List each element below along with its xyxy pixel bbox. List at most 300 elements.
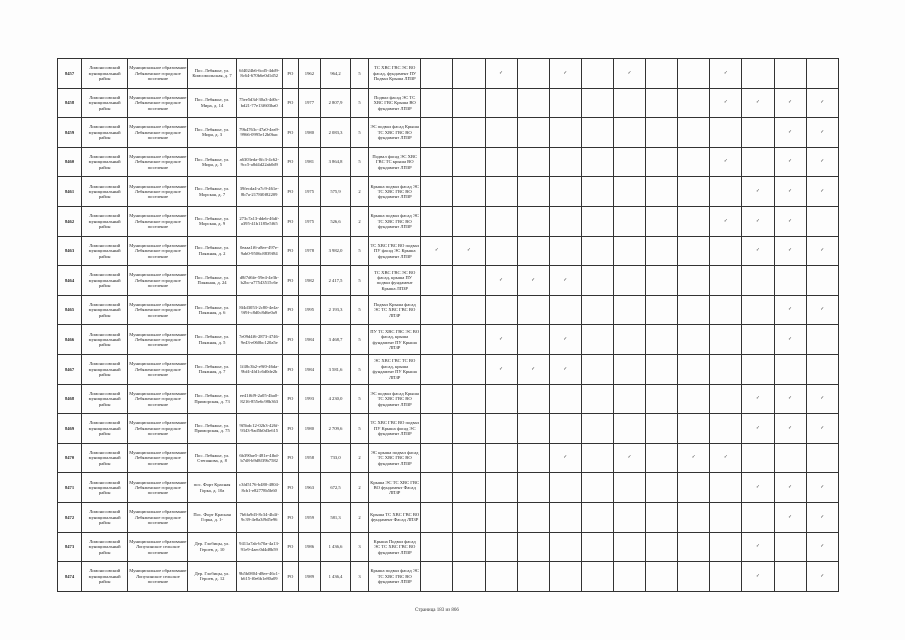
cell-check-7 (613, 532, 645, 562)
cell-address: Пос. Лебяжье, ул. Морская, д. 7 (188, 177, 236, 207)
cell-check-2 (453, 562, 485, 592)
cell-address: Дер. Глобицы, ул. Героев, д. 12 (188, 562, 236, 592)
cell-check-13 (806, 443, 838, 473)
cell-district: Ломоносовский муниципальный район (82, 59, 128, 89)
cell-num: 8465 (58, 295, 82, 325)
cell-works: Крыша подвал фасад ЭС ТС ХВС ГВС ВО фундамент ЛПЗР (369, 206, 421, 236)
cell-num: 8459 (58, 118, 82, 148)
cell-district: Ломоносовский муниципальный район (82, 414, 128, 444)
cell-count: 2 (351, 177, 369, 207)
cell-address: Пос. Лебяжье, ул. Мира, д. 14 (188, 88, 236, 118)
cell-check-1 (421, 206, 453, 236)
cell-check-6 (581, 473, 613, 503)
cell-check-4 (517, 414, 549, 444)
cell-count: 2 (351, 473, 369, 503)
cell-district: Ломоносовский муниципальный район (82, 118, 128, 148)
cell-check-10 (710, 325, 742, 355)
table-row (58, 295, 839, 325)
cell-check-6 (581, 59, 613, 89)
cell-check-3 (485, 532, 517, 562)
cell-check-9 (678, 384, 710, 414)
cell-check-11 (742, 384, 774, 414)
cell-check-11 (742, 118, 774, 148)
cell-check-13 (806, 295, 838, 325)
cell-check-5 (549, 206, 581, 236)
cell-check-3 (485, 118, 517, 148)
cell-guid: 273c7a13-ddeb-46df-a395-41b1185e5f65 (236, 206, 282, 236)
cell-count: 5 (351, 59, 369, 89)
cell-check-8 (646, 473, 678, 503)
check-mark-icon: ✓ (756, 396, 760, 402)
cell-check-1 (421, 414, 453, 444)
table-row (58, 354, 839, 384)
cell-address: Пос. Лебяжье, ул. Мира, д. 3 (188, 118, 236, 148)
cell-check-8 (646, 414, 678, 444)
table-row (58, 384, 839, 414)
cell-check-4 (517, 532, 549, 562)
cell-check-6 (581, 354, 613, 384)
table-row (58, 236, 839, 266)
cell-check-13 (806, 473, 838, 503)
cell-check-6 (581, 266, 613, 296)
cell-address: Пос. Лебяжье, ул. Мира, д. 5 (188, 147, 236, 177)
cell-check-1 (421, 88, 453, 118)
cell-area: 1 436,4 (320, 562, 350, 592)
cell-check-6 (581, 206, 613, 236)
cell-check-4 (517, 206, 549, 236)
cell-works: ТС ХВС ГВС ЭС ВО фасад, крыша ПУ подвал фундамент Крыша ЛПЗР (369, 266, 421, 296)
cell-guid: a6303eda-0fc3-4c62-9cc5-a8d4d22ab0d9 (236, 147, 282, 177)
cell-mo: Муниципальное образование Лебяженское городское поселение (128, 88, 188, 118)
cell-check-8 (646, 236, 678, 266)
cell-year: 1975 (298, 177, 320, 207)
cell-guid: 0eaaa1f6-a8ee-497e-9ab0-9506c8839f84 (236, 236, 282, 266)
cell-check-5 (549, 354, 581, 384)
check-mark-icon: ✓ (723, 218, 728, 224)
cell-address: Дер. Глобицы, ул. Героев, д. 10 (188, 532, 236, 562)
cell-area: 672,5 (320, 473, 350, 503)
cell-check-2 (453, 88, 485, 118)
cell-count: 5 (351, 295, 369, 325)
cell-check-2 (453, 443, 485, 473)
table-row (58, 562, 839, 592)
cell-year: 1989 (298, 562, 320, 592)
cell-address: Пос. Лебяжье, ул. Морская, д. 9 (188, 206, 236, 236)
cell-check-11 (742, 502, 774, 532)
cell-check-12 (774, 177, 806, 207)
check-mark-icon: ✓ (820, 573, 825, 579)
cell-mo: Муниципальное образование Лебяженское городское поселение (128, 384, 188, 414)
cell-check-9 (678, 88, 710, 118)
cell-check-13 (806, 532, 838, 562)
cell-num: 8464 (58, 266, 82, 296)
cell-check-11 (742, 177, 774, 207)
cell-count: 3 (351, 562, 369, 592)
cell-num: 8473 (58, 532, 82, 562)
cell-form: РО (282, 266, 298, 296)
cell-mo: Муниципальное образование Лебяженское городское поселение (128, 502, 188, 532)
cell-check-9 (678, 206, 710, 236)
cell-check-9 (678, 177, 710, 207)
cell-check-7 (613, 354, 645, 384)
cell-check-8 (646, 266, 678, 296)
cell-check-2 (453, 147, 485, 177)
cell-num: 8470 (58, 443, 82, 473)
check-mark-icon: ✓ (788, 514, 792, 520)
cell-check-2 (453, 206, 485, 236)
cell-check-4 (517, 325, 549, 355)
cell-area: 3 468,7 (320, 325, 350, 355)
cell-district: Ломоносовский муниципальный район (82, 236, 128, 266)
cell-address: Пос. Лебяжье, ул. Пляжная, д. 6 (188, 295, 236, 325)
cell-district: Ломоносовский муниципальный район (82, 295, 128, 325)
cell-form: РО (282, 177, 298, 207)
table-row (58, 118, 839, 148)
cell-check-1 (421, 354, 453, 384)
cell-check-5 (549, 88, 581, 118)
cell-check-9 (678, 414, 710, 444)
cell-check-12 (774, 206, 806, 236)
cell-check-5 (549, 502, 581, 532)
cell-num: 8469 (58, 414, 82, 444)
check-mark-icon: ✓ (820, 188, 825, 194)
cell-area: 733,0 (320, 443, 350, 473)
check-mark-icon: ✓ (756, 248, 760, 254)
cell-check-4 (517, 266, 549, 296)
cell-check-12 (774, 59, 806, 89)
cell-year: 1980 (298, 414, 320, 444)
cell-check-6 (581, 443, 613, 473)
cell-area: 3 864,8 (320, 147, 350, 177)
cell-check-8 (646, 562, 678, 592)
cell-num: 8467 (58, 354, 82, 384)
cell-district: Ломоносовский муниципальный район (82, 384, 128, 414)
check-mark-icon: ✓ (820, 514, 825, 520)
cell-form: РО (282, 443, 298, 473)
cell-year: 1993 (298, 384, 320, 414)
cell-area: 575,9 (320, 177, 350, 207)
cell-check-7 (613, 236, 645, 266)
cell-check-7 (613, 177, 645, 207)
cell-works: Подвал Крыша фасад ЭС ТС ХВС ГВС ВО ЛПЗР (369, 295, 421, 325)
cell-check-4 (517, 118, 549, 148)
table-row (58, 443, 839, 473)
cell-district: Ломоносовский муниципальный район (82, 266, 128, 296)
cell-count: 5 (351, 236, 369, 266)
cell-check-5 (549, 147, 581, 177)
cell-address: Пос. Лебяжье, ул. Пляжная, д. 7 (188, 354, 236, 384)
cell-check-3 (485, 354, 517, 384)
cell-works: ТС ХВС ГВС ВО подвал ПУ Крыша фасад ЭС фундамент ЛПЗР (369, 414, 421, 444)
cell-check-8 (646, 354, 678, 384)
cell-year: 1958 (298, 443, 320, 473)
cell-num: 8474 (58, 562, 82, 592)
cell-check-13 (806, 325, 838, 355)
cell-count: 5 (351, 325, 369, 355)
cell-form: РО (282, 147, 298, 177)
cell-count: 5 (351, 384, 369, 414)
cell-check-8 (646, 502, 678, 532)
cell-check-10 (710, 443, 742, 473)
cell-count: 2 (351, 206, 369, 236)
cell-district: Ломоносовский муниципальный район (82, 88, 128, 118)
cell-check-5 (549, 473, 581, 503)
cell-check-9 (678, 473, 710, 503)
cell-check-13 (806, 147, 838, 177)
cell-check-11 (742, 354, 774, 384)
cell-address: Пос. Лебяжье, ул. Приморская, д. 73 (188, 384, 236, 414)
check-mark-icon: ✓ (563, 277, 568, 283)
check-mark-icon: ✓ (723, 70, 728, 76)
cell-num: 8461 (58, 177, 82, 207)
cell-check-9 (678, 325, 710, 355)
cell-check-8 (646, 532, 678, 562)
cell-area: 3 982,0 (320, 236, 350, 266)
cell-check-12 (774, 414, 806, 444)
cell-count: 2 (351, 502, 369, 532)
cell-check-8 (646, 147, 678, 177)
cell-check-10 (710, 177, 742, 207)
cell-check-10 (710, 532, 742, 562)
cell-area: 4 230,0 (320, 384, 350, 414)
check-mark-icon: ✓ (788, 248, 792, 254)
cell-check-3 (485, 177, 517, 207)
cell-guid: 9b5b0804-d8ee-46c1-b615-f0e6b1e80a09 (236, 562, 282, 592)
cell-guid: 1f48c3b2-e9f0-46da-9bf4-4fd1c6d0de2b (236, 354, 282, 384)
check-mark-icon: ✓ (788, 484, 792, 490)
cell-check-5 (549, 236, 581, 266)
cell-form: РО (282, 384, 298, 414)
cell-check-5 (549, 295, 581, 325)
cell-check-3 (485, 414, 517, 444)
cell-check-6 (581, 414, 613, 444)
cell-check-10 (710, 473, 742, 503)
cell-count: 5 (351, 147, 369, 177)
cell-area: 2 417,5 (320, 266, 350, 296)
cell-check-10 (710, 354, 742, 384)
cell-check-2 (453, 384, 485, 414)
cell-check-12 (774, 443, 806, 473)
cell-year: 1975 (298, 206, 320, 236)
table-row (58, 502, 839, 532)
cell-guid: 6b390ae5-481e-4fbd-b7d8-b9d8f39b7582 (236, 443, 282, 473)
cell-check-6 (581, 502, 613, 532)
cell-mo: Муниципальное образование Лебяженское городское поселение (128, 295, 188, 325)
cell-mo: Муниципальное образование Лебяженское городское поселение (128, 443, 188, 473)
cell-district: Ломоносовский муниципальный район (82, 443, 128, 473)
cell-works: ЭС ХВС ГВС ТС ВО фасад, крыша фундамент ПУ Крыша ЛПЗР (369, 354, 421, 384)
cell-check-2 (453, 325, 485, 355)
cell-guid: ee41f6f9-2a05-4ba0-8216-855e6c98b363 (236, 384, 282, 414)
table-row (58, 414, 839, 444)
cell-check-4 (517, 562, 549, 592)
cell-mo: Муниципальное образование Лопухинское сельское поселение (128, 562, 188, 592)
cell-address: Пос. Лебяжье, ул. Комсомольская, д. 7 (188, 59, 236, 89)
cell-works: ЭС подвал фасад Крыша ТС ХВС ГВС ВО фундамент ЛПЗР (369, 384, 421, 414)
cell-count: 5 (351, 414, 369, 444)
cell-check-7 (613, 562, 645, 592)
cell-check-2 (453, 295, 485, 325)
cell-check-3 (485, 443, 517, 473)
cell-mo: Муниципальное образование Лебяженское городское поселение (128, 236, 188, 266)
cell-works: Крыша подвал фасад ЭС ТС ХВС ГВС ВО фундамент ЛПЗР (369, 177, 421, 207)
cell-check-9 (678, 354, 710, 384)
cell-check-5 (549, 384, 581, 414)
cell-check-9 (678, 562, 710, 592)
cell-count: 2 (351, 443, 369, 473)
table-row (58, 206, 839, 236)
check-mark-icon: ✓ (820, 484, 825, 490)
cell-check-3 (485, 562, 517, 592)
cell-check-9 (678, 443, 710, 473)
cell-check-3 (485, 502, 517, 532)
cell-check-7 (613, 59, 645, 89)
cell-check-7 (613, 118, 645, 148)
cell-check-5 (549, 59, 581, 89)
cell-mo: Муниципальное образование Лебяженское городское поселение (128, 147, 188, 177)
cell-mo: Муниципальное образование Лебяженское городское поселение (128, 473, 188, 503)
check-mark-icon: ✓ (756, 425, 760, 431)
cell-year: 1980 (298, 118, 320, 148)
cell-check-1 (421, 473, 453, 503)
check-mark-icon: ✓ (756, 218, 760, 224)
check-mark-icon: ✓ (434, 248, 439, 254)
check-mark-icon: ✓ (820, 396, 825, 402)
cell-year: 1981 (298, 147, 320, 177)
check-mark-icon: ✓ (563, 70, 568, 76)
cell-check-3 (485, 325, 517, 355)
cell-num: 8463 (58, 236, 82, 266)
cell-check-10 (710, 384, 742, 414)
cell-works: ПУ ТС ХВС ГВС ЭС ВО фасад, крыша фундамент ПУ Крыша ЛПЗР (369, 325, 421, 355)
cell-check-2 (453, 532, 485, 562)
cell-works: Крыша ТС ХВС ГВС ВО фундамент Фасад ЛПЗР (369, 502, 421, 532)
check-mark-icon: ✓ (820, 129, 825, 135)
cell-check-6 (581, 147, 613, 177)
cell-address: Пос. Форт Красная Горка, д. 1- (188, 502, 236, 532)
cell-check-11 (742, 266, 774, 296)
cell-check-1 (421, 177, 453, 207)
cell-check-1 (421, 325, 453, 355)
cell-check-6 (581, 562, 613, 592)
cell-check-8 (646, 177, 678, 207)
cell-works: ЭС крыша подвал фасад ТС ХВС ГВС ВО фундамент ЛПЗР (369, 443, 421, 473)
check-mark-icon: ✓ (531, 277, 536, 283)
cell-check-2 (453, 414, 485, 444)
cell-year: 1978 (298, 236, 320, 266)
cell-district: Ломоносовский муниципальный район (82, 325, 128, 355)
cell-check-11 (742, 147, 774, 177)
cell-check-4 (517, 236, 549, 266)
cell-check-10 (710, 59, 742, 89)
check-mark-icon: ✓ (531, 366, 536, 372)
cell-num: 8468 (58, 384, 82, 414)
cell-check-4 (517, 88, 549, 118)
cell-address: Пос. Лебяжье, ул. Степанова, д. 8 (188, 443, 236, 473)
cell-area: 526,6 (320, 206, 350, 236)
cell-form: РО (282, 354, 298, 384)
cell-district: Ломоносовский муниципальный район (82, 177, 128, 207)
cell-check-13 (806, 266, 838, 296)
cell-check-4 (517, 147, 549, 177)
cell-check-1 (421, 532, 453, 562)
check-mark-icon: ✓ (820, 307, 825, 313)
cell-guid: 8f4d3053-2c80-4e4a-9f9f-c8d0c8d6e0a9 (236, 295, 282, 325)
table-row (58, 59, 839, 89)
cell-form: РО (282, 88, 298, 118)
cell-check-7 (613, 384, 645, 414)
cell-address: Пос. Лебяжье, ул. Пляжная, д. 24 (188, 266, 236, 296)
cell-num: 8458 (58, 88, 82, 118)
check-mark-icon: ✓ (788, 188, 792, 194)
cell-check-1 (421, 59, 453, 89)
cell-check-12 (774, 266, 806, 296)
cell-area: 2 083,3 (320, 118, 350, 148)
cell-check-5 (549, 562, 581, 592)
cell-check-13 (806, 562, 838, 592)
cell-check-8 (646, 295, 678, 325)
cell-area: 581,3 (320, 502, 350, 532)
cell-check-1 (421, 562, 453, 592)
cell-check-9 (678, 118, 710, 148)
cell-check-2 (453, 354, 485, 384)
cell-check-3 (485, 384, 517, 414)
cell-check-5 (549, 266, 581, 296)
check-mark-icon: ✓ (820, 159, 825, 165)
cell-count: 5 (351, 266, 369, 296)
cell-num: 8462 (58, 206, 82, 236)
cell-check-2 (453, 502, 485, 532)
cell-year: 1986 (298, 532, 320, 562)
check-mark-icon: ✓ (627, 455, 632, 461)
cell-check-10 (710, 206, 742, 236)
check-mark-icon: ✓ (499, 277, 503, 283)
cell-year: 1984 (298, 354, 320, 384)
cell-district: Ломоносовский муниципальный район (82, 473, 128, 503)
cell-year: 1959 (298, 502, 320, 532)
check-mark-icon: ✓ (820, 425, 825, 431)
cell-check-8 (646, 206, 678, 236)
check-mark-icon: ✓ (788, 425, 792, 431)
cell-check-11 (742, 562, 774, 592)
cell-check-10 (710, 414, 742, 444)
cell-check-4 (517, 384, 549, 414)
cell-form: РО (282, 532, 298, 562)
cell-check-6 (581, 88, 613, 118)
cell-check-10 (710, 266, 742, 296)
cell-check-3 (485, 236, 517, 266)
cell-mo: Муниципальное образование Лебяженское городское поселение (128, 206, 188, 236)
cell-district: Ломоносовский муниципальный район (82, 532, 128, 562)
cell-check-6 (581, 236, 613, 266)
check-mark-icon: ✓ (788, 218, 792, 224)
cell-works: Подвал фасад ЭС ХВС ГВС ТС крыша ВО фундамент ЛПЗР (369, 147, 421, 177)
cell-check-13 (806, 206, 838, 236)
cell-check-5 (549, 532, 581, 562)
cell-check-13 (806, 502, 838, 532)
cell-check-2 (453, 266, 485, 296)
cell-num: 8457 (58, 59, 82, 89)
check-mark-icon: ✓ (499, 366, 503, 372)
cell-form: РО (282, 206, 298, 236)
cell-form: РО (282, 325, 298, 355)
cell-form: РО (282, 502, 298, 532)
cell-check-1 (421, 118, 453, 148)
cell-check-4 (517, 59, 549, 89)
cell-check-4 (517, 473, 549, 503)
cell-check-7 (613, 266, 645, 296)
cell-check-6 (581, 295, 613, 325)
